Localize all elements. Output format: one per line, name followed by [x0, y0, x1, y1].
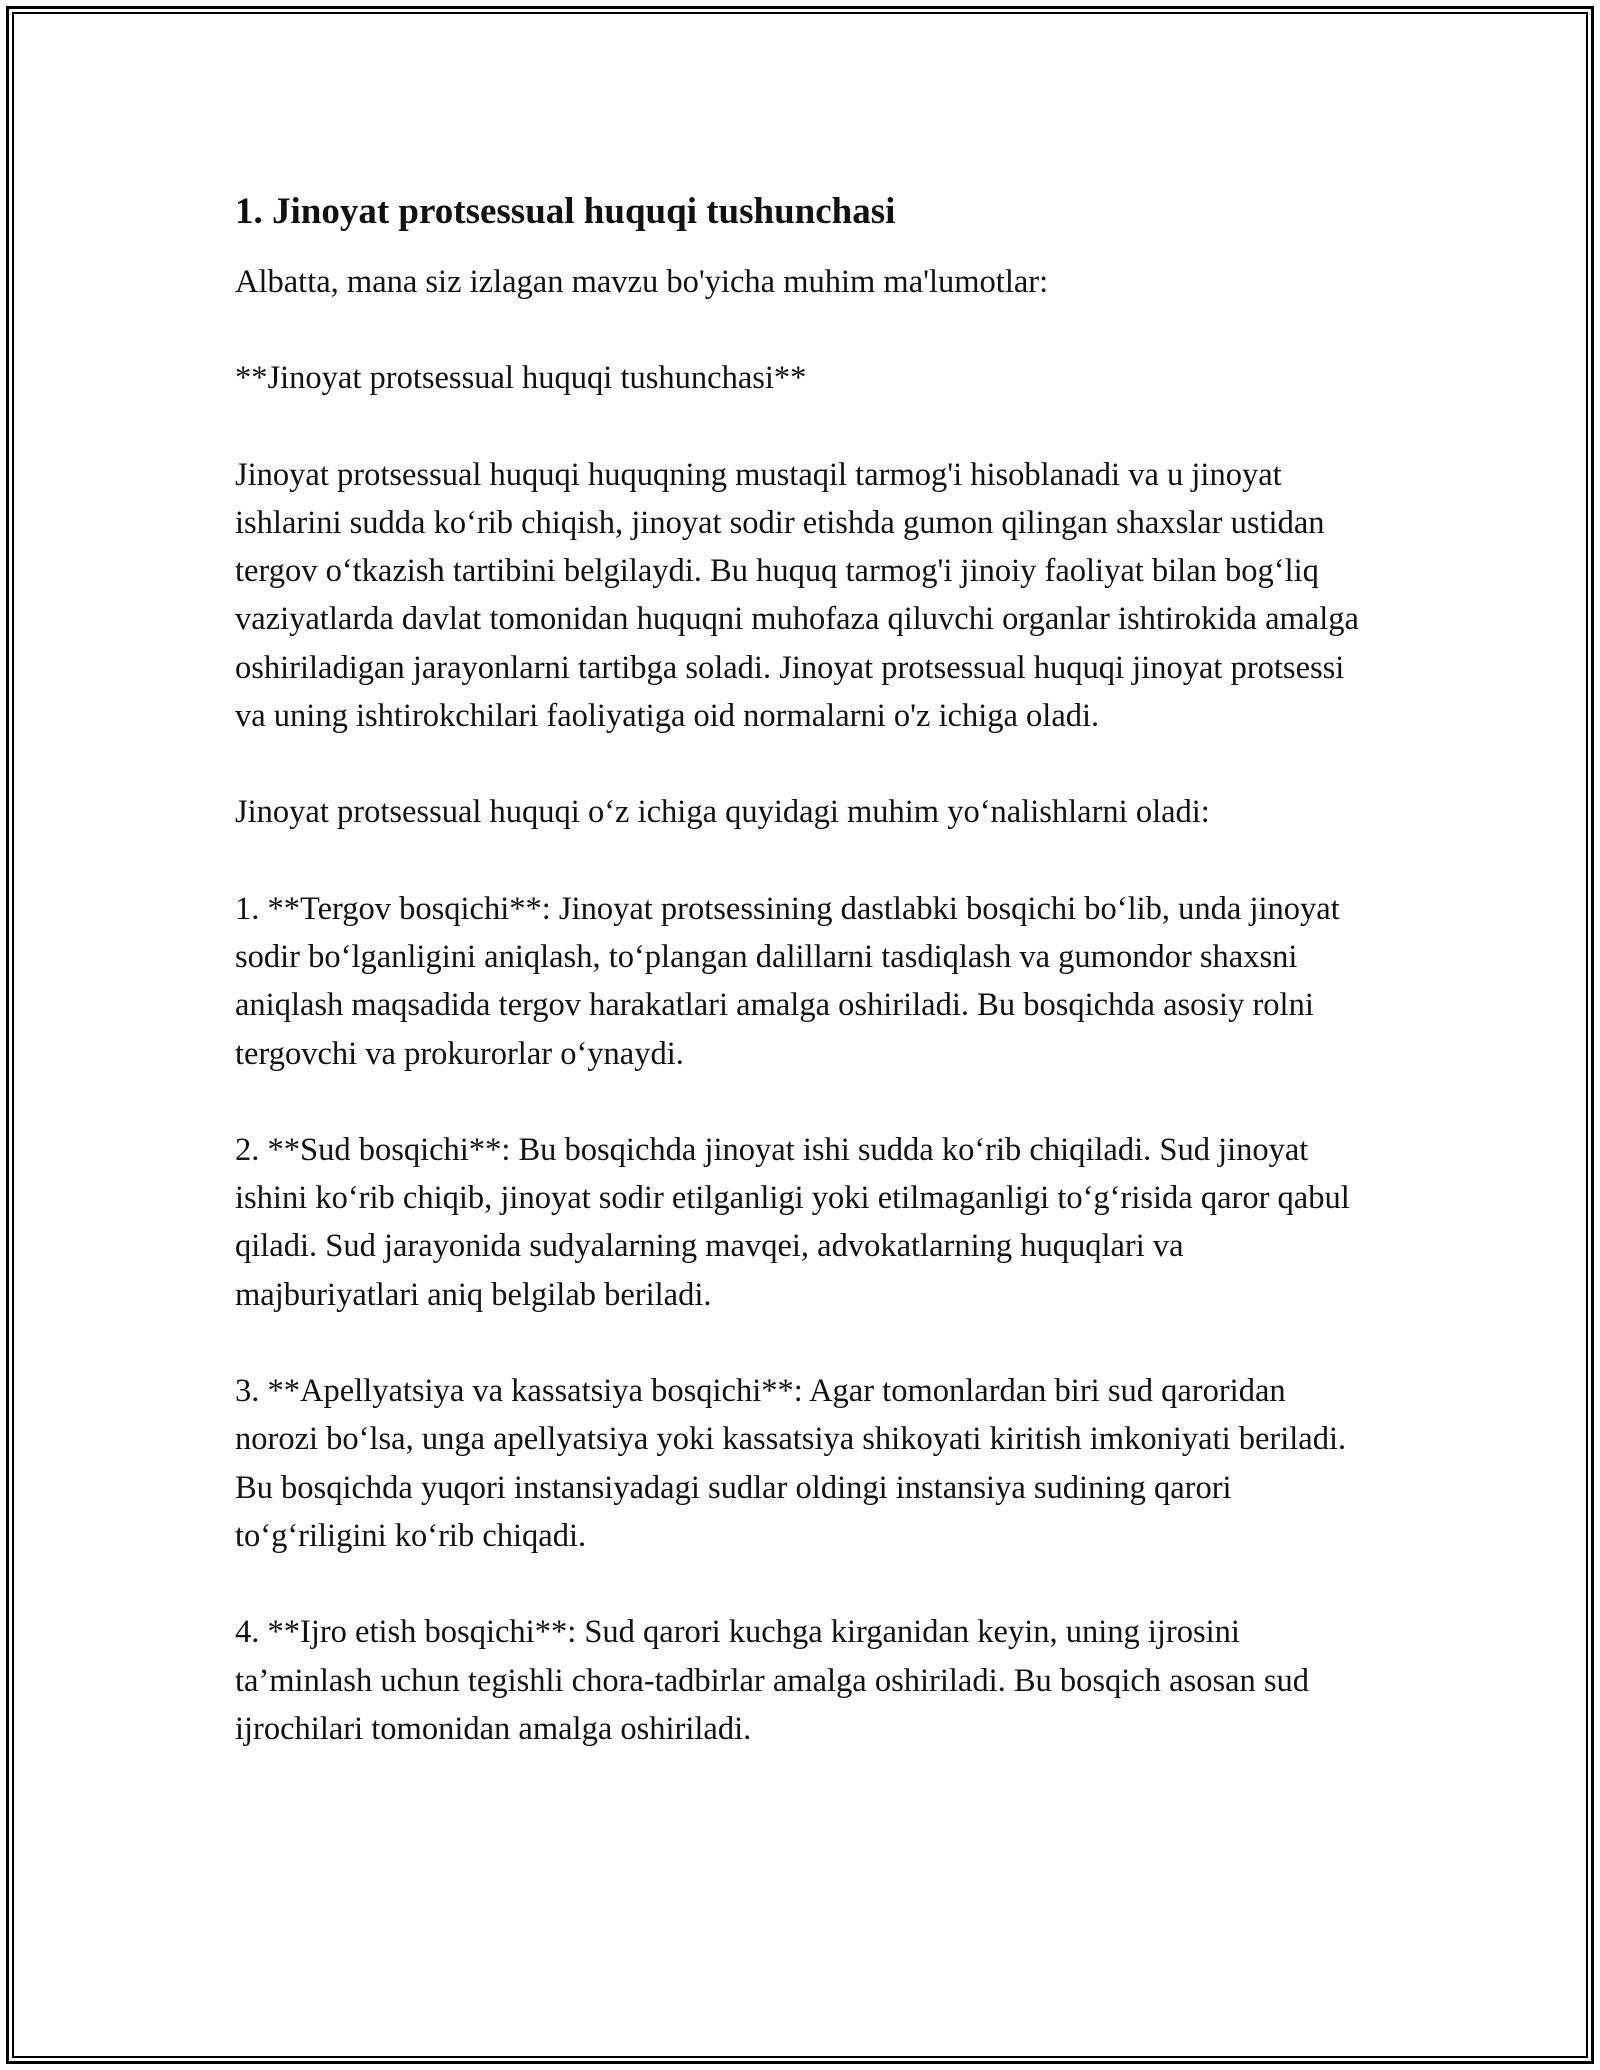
document-body — [235, 186, 1365, 1753]
list-item-investigation-stage: 1. **Tergov bosqichi**: Jinoyat protsessining dastlabki bosqichi boʻlib, unda jinoyat sodir boʻlganligini aniqlash, toʻplangan dalillarni tasdiqlash va gumondor shaxsni aniqlash maqsadida tergov harakatlari amalga oshiriladi. Bu bosqichda asosiy rolni tergovchi va prokurorlar oʻynaydi. — [235, 890, 1340, 1072]
list-item-execution-stage: 4. **Ijro etish bosqichi**: Sud qarori kuchga kirganidan keyin, uning ijrosini ta’minlash uchun tegishli chora-tadbirlar amalga oshiriladi. Bu bosqich asosan sud ijrochilari tomonidan amalga oshiriladi. — [235, 1614, 1310, 1747]
definition-paragraph: Jinoyat protsessual huquqi huquqning mustaqil tarmog'i hisoblanadi va u jinoyat ishlarini sudda koʻrib chiqish, jinoyat sodir etishda gumon qilingan shaxslar ustidan tergov oʻtkazish tartibini belgilaydi. Bu huquq tarmog'i jinoiy faoliyat bilan bogʻliq vaziyatlarda davlat tomonidan huquqni muhofaza qiluvchi organlar ishtirokida amalga oshiriladigan jarayonlarni tartibga soladi. Jinoyat protsessual huquqi jinoyat protsessi va uning ishtirokchilari faoliyatiga oid normalarni o'z ichiga oladi. — [235, 456, 1359, 735]
document-heading: 1. Jinoyat protsessual huquqi tushunchasi — [235, 191, 896, 232]
list-item-court-stage: 2. **Sud bosqichi**: Bu bosqichda jinoyat ishi sudda koʻrib chiqiladi. Sud jinoyat ishini koʻrib chiqib, jinoyat sodir etilganligi yoki etilmaganligi toʻgʻrisida qaror qabul qiladi. Sud jarayonida sudyalarning mavqei, advokatlarning huquqlari va majburiyatlari aniq belgilab beriladi. — [235, 1131, 1350, 1313]
directions-intro-paragraph: Jinoyat protsessual huquqi oʻz ichiga quyidagi muhim yoʻnalishlarni oladi: — [235, 794, 1210, 831]
list-item-appeal-cassation-stage: 3. **Apellyatsiya va kassatsiya bosqichi**: Agar tomonlardan biri sud qaroridan norozi boʻlsa, unga apellyatsiya yoki kassatsiya shikoyati kiritish imkoniyati beriladi. Bu bosqichda yuqori instansiyadagi sudlar oldingi instansiya sudining qarori toʻgʻriligini koʻrib chiqadi. — [235, 1373, 1347, 1554]
intro-paragraph: Albatta, mana siz izlagan mavzu bo'yicha muhim ma'lumotlar: — [235, 264, 1049, 300]
subtitle-paragraph: **Jinoyat protsessual huquqi tushunchasi** — [235, 360, 807, 397]
